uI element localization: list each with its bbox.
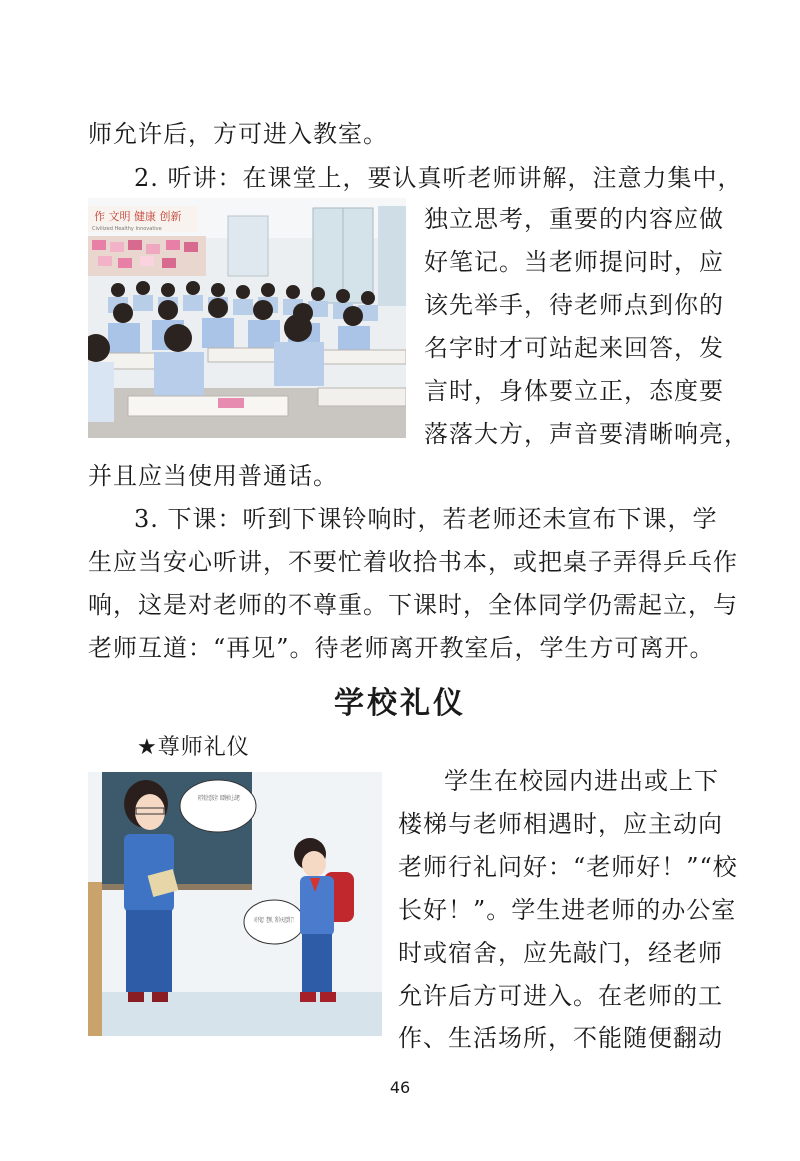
text-line: 时或宿舍，应先敲门，经老师 xyxy=(398,939,723,967)
teacher-student-illustration xyxy=(88,772,382,1036)
text-line: 言时，身体要立正，态度要 xyxy=(424,377,724,405)
section-title: 学校礼仪 xyxy=(334,686,466,721)
text-line: 师允许后，方可进入教室。 xyxy=(88,120,388,148)
text-line: 作、生活场所，不能随便翻动 xyxy=(398,1024,723,1052)
text-line: 生应当安心听讲，不要忙着收拾书本，或把桌子弄得乒乓作 xyxy=(88,548,738,576)
subheading: ★尊师礼仪 xyxy=(137,735,250,760)
text-line: 2. 听讲：在课堂上，要认真听老师讲解，注意力集中， xyxy=(134,164,743,192)
text-line: 落落大方，声音要清晰响亮， xyxy=(424,420,749,448)
text-line: 好笔记。当老师提问时，应 xyxy=(424,248,724,276)
text-line: 3. 下课：听到下课铃响时，若老师还未宣布下课，学 xyxy=(134,505,718,533)
classroom-photo xyxy=(88,198,406,438)
text-line: 学生在校园内进出或上下 xyxy=(444,767,719,795)
page-number: 46 xyxy=(389,1078,411,1097)
text-line: 允许后方可进入。在老师的工 xyxy=(398,982,723,1010)
text-line: 楼梯与老师相遇时，应主动向 xyxy=(398,810,723,838)
text-line: 老师行礼问好：“老师好！”“校 xyxy=(398,853,738,881)
text-line: 长好！”。学生进老师的办公室 xyxy=(398,896,737,924)
student-speech xyxy=(254,916,296,924)
text-line: 名字时才可站起来回答，发 xyxy=(424,334,724,362)
teacher-speech xyxy=(198,794,242,802)
text-line: 并且应当使用普通话。 xyxy=(88,462,338,490)
banner-text: 作 文明 健康 创新 xyxy=(94,210,182,223)
text-line: 独立思考，重要的内容应做 xyxy=(424,205,724,233)
banner-subtext: Civilized Healthy Innovative xyxy=(92,226,162,232)
text-line: 响，这是对老师的不尊重。下课时，全体同学仍需起立，与 xyxy=(88,591,738,619)
text-line: 该先举手，待老师点到你的 xyxy=(424,291,724,319)
text-line: 老师互道：“再见”。待老师离开教室后，学生方可离开。 xyxy=(88,634,715,662)
